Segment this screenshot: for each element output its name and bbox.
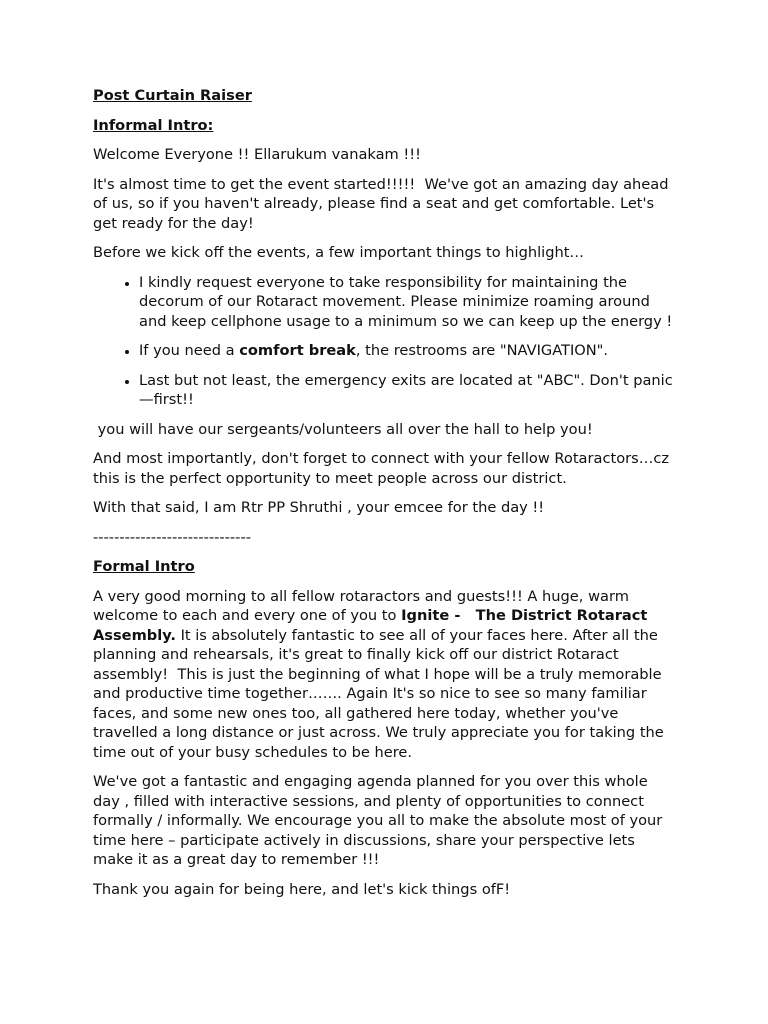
formal-p1-post: It is absolutely fantastic to see all of your faces here. After all the planning and rehearsals, it's great to finally kick off our district Rotaract assembly! This is just the beginning of what I hope will be a truly memorable and productive time together……. Again It's so nice to see so many familiar faces, and some new ones too, all gathered here today, whether you've travelled a long distance or just across. We truly appreciate you for taking the time out of your busy schedules to be here. — [93, 626, 669, 761]
before-kick-paragraph: Before we kick off the events, a few important things to highlight… — [93, 244, 585, 261]
list-item — [139, 341, 678, 361]
thank-you-paragraph: Thank you again for being here, and let's kick things ofF! — [93, 880, 511, 898]
formal-intro-heading: Formal Intro — [93, 558, 195, 575]
most-importantly-paragraph: And most importantly, don't forget to connect with your fellow Rotaractors…cz this is the perfect opportunity to meet people across our district. — [93, 450, 670, 487]
bullet-restroom-post: , the restrooms are "NAVIGATION". — [355, 342, 609, 359]
bullet-restroom-pre: If you need a — [139, 342, 240, 359]
sergeants-paragraph: you will have our sergeants/volunteers all over the hall to help you! — [93, 420, 593, 438]
bullet-exits-text: Last but not least, the emergency exits are located at "ABC". Don't panic—first!! — [139, 371, 673, 408]
section-divider: ------------------------------ — [93, 528, 251, 546]
list-item — [139, 273, 678, 332]
post-curtain-heading: Post Curtain Raiser — [93, 87, 252, 104]
almost-time-paragraph: It's almost time to get the event started!!!!! We've got an amazing day ahead of us, so if you haven't already, please find a seat and get comfortable. Let's get ready for the day! — [93, 175, 674, 232]
informal-intro-heading: Informal Intro: — [93, 116, 214, 134]
bullet-restroom-bold: comfort break — [239, 342, 356, 359]
formal-p1-pre: A very good morning to all fellow rotaractors and guests!!! A huge, warm welcome to each and every one of you to — [93, 587, 634, 624]
formal-paragraph-1 — [93, 587, 678, 763]
list-item — [139, 371, 678, 410]
bullet-decorum-text: I kindly request everyone to take responsibility for maintaining the decorum of our Rotaract movement. Please minimize roaming around and keep cellphone usage to a minimum so we can keep up the energy ! — [139, 273, 673, 330]
formal-p1-event-name: Ignite - The District Rotaract Assembly. — [93, 607, 653, 644]
emcee-paragraph: With that said, I am Rtr PP Shruthi , your emcee for the day !! — [93, 499, 545, 516]
formal-paragraph-2: We've got a fantastic and engaging agenda planned for you over this whole day , filled with interactive sessions, and plenty of opportunities to connect formally / informally. We encourage you all to make the absolute most of your time here – participate actively in discussions, share your perspective lets make it as a great day to remember !!! — [93, 773, 663, 868]
highlights-list — [93, 273, 678, 410]
welcome-paragraph: Welcome Everyone !! Ellarukum vanakam !!! — [93, 146, 421, 163]
document-page — [93, 86, 678, 909]
